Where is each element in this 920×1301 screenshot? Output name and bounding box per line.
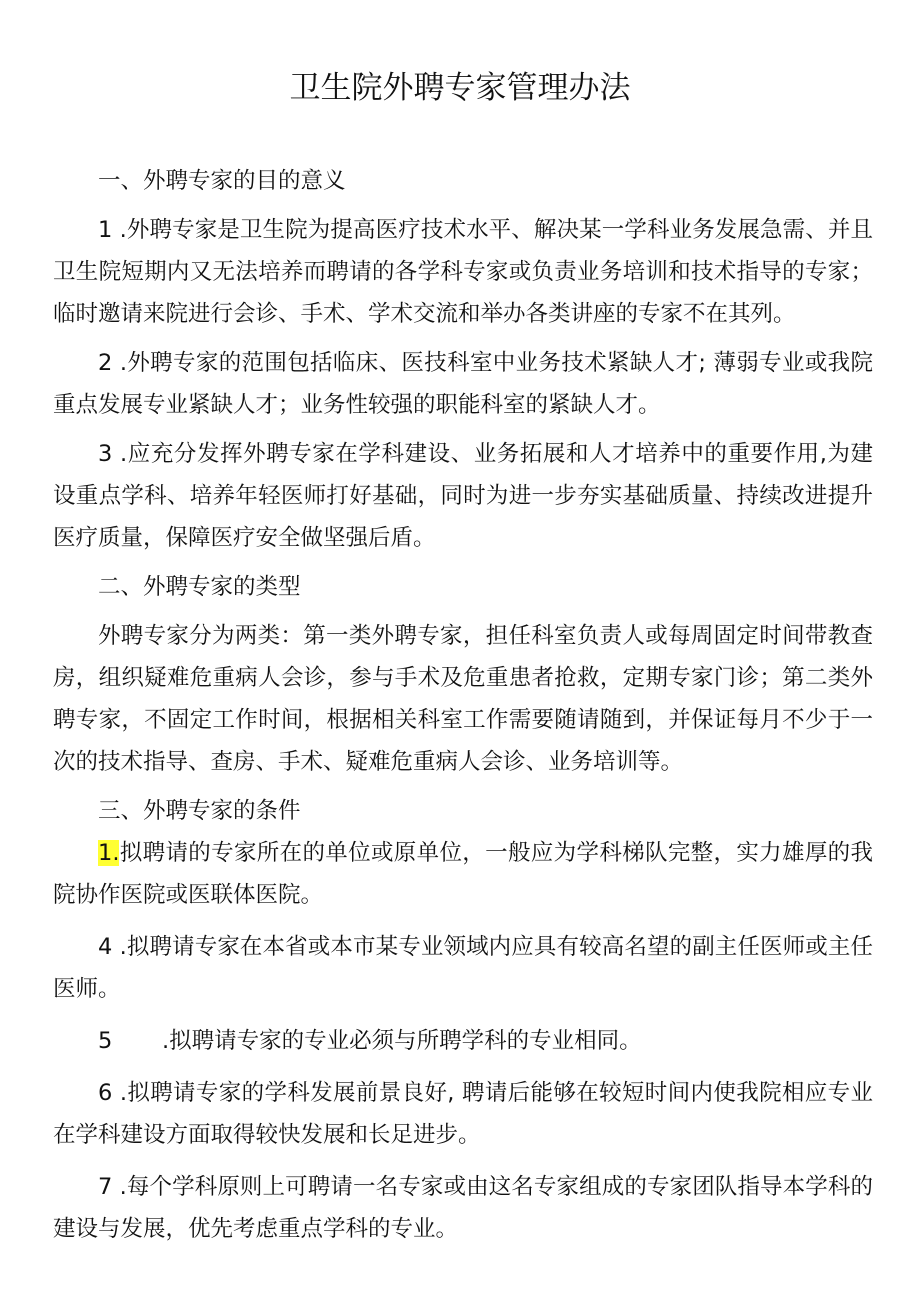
numbered-paragraph bbox=[53, 1166, 873, 1250]
section-heading: 三、外聘专家的条件 bbox=[98, 798, 301, 824]
numbered-paragraph bbox=[53, 1020, 873, 1062]
section-heading: 一、外聘专家的目的意义 bbox=[98, 168, 346, 194]
paragraph: 外聘专家分为两类：第一类外聘专家，担任科室负责人或每周固定时间带教查房，组织疑难危重病人会诊，参与手术及危重患者抢救，定期专家门诊；第二类外聘专家，不固定工作时间，根据相关科室工作需要随请随到，并保证每月不少于一次的技术指导、查房、手术、疑难危重病人会诊、业务培训等。 bbox=[53, 623, 873, 775]
numbered-paragraph bbox=[53, 209, 873, 335]
item-number: 6 bbox=[98, 1080, 113, 1106]
numbered-paragraph bbox=[53, 1072, 873, 1156]
document-body bbox=[53, 160, 873, 1250]
item-text: 拟聘请的专家所在的单位或原单位，一般应为学科梯队完整，实力雄厚的我院协作医院或医联体医院。 bbox=[53, 840, 873, 908]
item-text: .应充分发挥外聘专家在学科建设、业务拓展和人才培养中的重要作用,为建设重点学科、培养年轻医师打好基础，同时为进一步夯实基础质量、持续改进提升医疗质量，保障医疗安全做坚强后盾。 bbox=[53, 441, 873, 551]
numbered-paragraph bbox=[53, 832, 873, 916]
item-number: 1 bbox=[98, 217, 113, 243]
highlighted-item-number: 1. bbox=[98, 840, 120, 866]
item-number: 3 bbox=[98, 441, 113, 467]
item-text: .拟聘请专家的专业必须与所聘学科的专业相同。 bbox=[162, 1028, 642, 1054]
numbered-paragraph bbox=[53, 342, 873, 426]
item-number: 2 bbox=[98, 350, 113, 376]
item-text: .外聘专家是卫生院为提高医疗技术水平、解决某一学科业务发展急需、并且卫生院短期内又无法培养而聘请的各学科专家或负责业务培训和技术指导的专家；临时邀请来院进行会诊、手术、学术交流和举办各类讲座的专家不在其列。 bbox=[53, 217, 873, 327]
item-text: .外聘专家的范围包括临床、医技科室中业务技术紧缺人才; 薄弱专业或我院重点发展专业紧缺人才；业务性较强的职能科室的紧缺人才。 bbox=[53, 350, 873, 418]
numbered-paragraph bbox=[53, 433, 873, 559]
item-number: 4 bbox=[98, 934, 113, 960]
item-number: 7 bbox=[98, 1174, 113, 1200]
item-text: .拟聘请专家在本省或本市某专业领域内应具有较高名望的副主任医师或主任医师。 bbox=[53, 934, 873, 1002]
section-heading: 二、外聘专家的类型 bbox=[98, 574, 301, 600]
document-title: 卫生院外聘专家管理办法 bbox=[289, 70, 631, 106]
item-number: 5 bbox=[98, 1028, 113, 1054]
numbered-paragraph bbox=[53, 926, 873, 1010]
item-text: .每个学科原则上可聘请一名专家或由这名专家组成的专家团队指导本学科的建设与发展，优先考虑重点学科的专业。 bbox=[53, 1174, 873, 1242]
item-text: .拟聘请专家的学科发展前景良好, 聘请后能够在较短时间内使我院相应专业在学科建设方面取得较快发展和长足进步。 bbox=[53, 1080, 873, 1148]
